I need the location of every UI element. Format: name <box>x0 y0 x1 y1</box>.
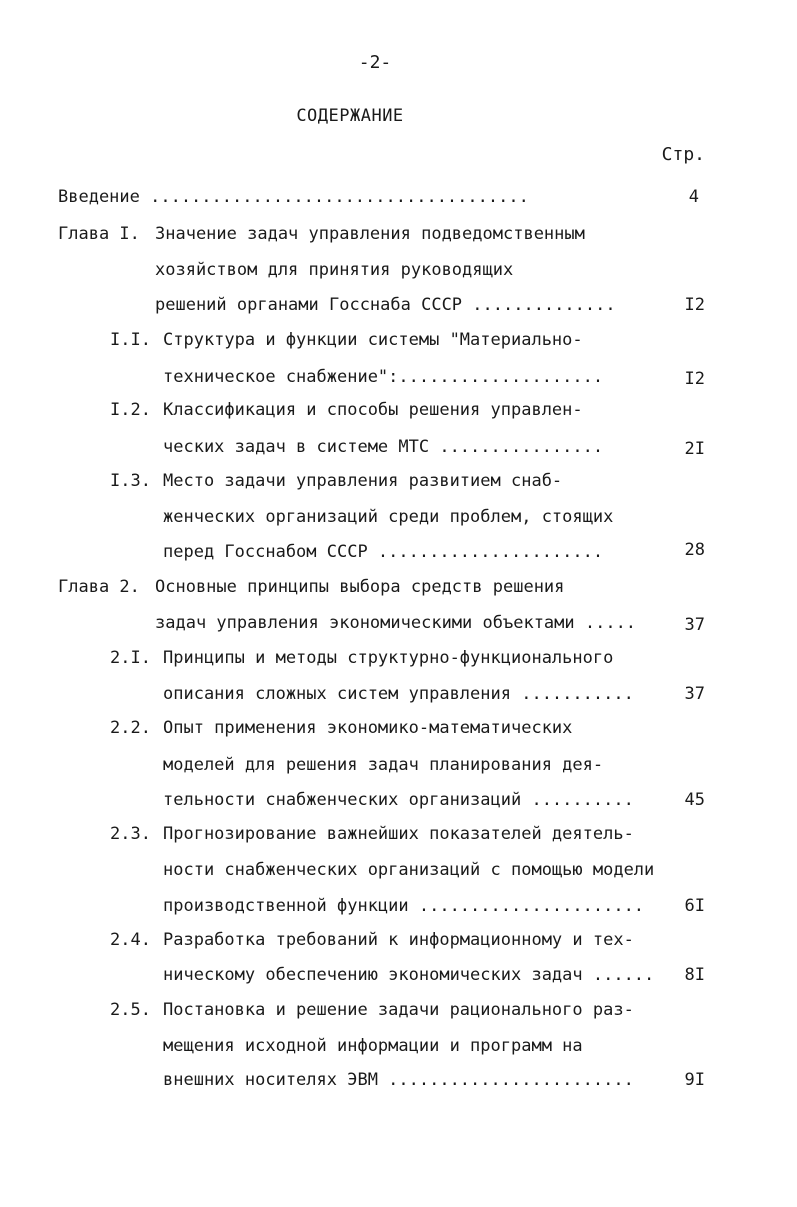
toc-entry-text: хозяйством для принятия руководящих <box>155 260 514 280</box>
toc-section-label: 2.5. <box>110 1000 151 1020</box>
toc-entry-text: Место задачи управления развитием снаб- <box>163 471 563 491</box>
toc-section-label: I.3. <box>110 471 151 491</box>
toc-entry-text: внешних носителях ЭВМ ........................ <box>163 1070 634 1090</box>
toc-page-number: 6I <box>684 896 705 916</box>
toc-chapter-label: Глава 2. <box>58 577 140 597</box>
toc-entry-text: Принципы и методы структурно-функционального <box>163 648 614 668</box>
toc-entry-text: Постановка и решение задачи рационального раз- <box>163 1000 634 1020</box>
toc-entry-text: Основные принципы выбора средств решения <box>155 577 565 597</box>
toc-entry-text: мещения исходной информации и программ на <box>163 1036 583 1056</box>
toc-section-label: I.2. <box>110 400 151 420</box>
toc-entry-text: Опыт применения экономико-математических <box>163 718 573 738</box>
toc-section-label: I.I. <box>110 330 151 350</box>
toc-entry-text: Классификация и способы решения управлен- <box>163 400 583 420</box>
page-title: СОДЕРЖАНИЕ <box>296 106 404 126</box>
toc-entry-text: решений органами Госснаба СССР .............. <box>155 295 616 315</box>
toc-page-number: 9I <box>684 1070 705 1090</box>
toc-section-label: 2.4. <box>110 930 151 950</box>
toc-page-number: I2 <box>684 295 705 315</box>
toc-entry-text: ническому обеспечению экономических задач ...... <box>163 965 655 985</box>
toc-entry-text: ческих задач в системе МТС ................ <box>163 437 604 457</box>
toc-page-number: 45 <box>684 790 705 810</box>
toc-section-label: 2.I. <box>110 648 151 668</box>
toc-entry-text: тельности снабженческих организаций .......... <box>163 790 634 810</box>
toc-entry-text: Введение ..................................... <box>58 187 529 207</box>
toc-entry-text: техническое снабжение":.................... <box>163 367 604 387</box>
toc-section-label: 2.3. <box>110 824 151 844</box>
toc-entry-text: задач управления экономическими объектами ..... <box>155 613 637 633</box>
toc-entry-text: перед Госснабом СССР ...................... <box>163 542 604 562</box>
toc-entry-text: моделей для решения задач планирования дея- <box>163 755 604 775</box>
toc-entry-text: описания сложных систем управления ........... <box>163 684 634 704</box>
toc-page-number: 4 <box>688 187 699 207</box>
toc-entry-text: Структура и функции системы "Материально- <box>163 330 583 350</box>
toc-section-label: 2.2. <box>110 718 151 738</box>
toc-page-number: I2 <box>684 369 705 389</box>
page-column-label: Стр. <box>661 144 705 165</box>
toc-entry-text: Прогнозирование важнейших показателей деятель- <box>163 824 634 844</box>
toc-chapter-label: Глава I. <box>58 224 140 244</box>
toc-entry-text: Разработка требований к информационному и тех- <box>163 930 634 950</box>
toc-page-number: 8I <box>684 965 705 985</box>
toc-page-number: 28 <box>684 540 705 560</box>
toc-page-number: 2I <box>684 439 705 459</box>
page-number: -2- <box>358 52 392 73</box>
toc-entry-text: ности снабженческих организаций с помощью модели <box>163 860 655 880</box>
toc-entry-text: женческих организаций среди проблем, стоящих <box>163 507 614 527</box>
toc-entry-text: производственной функции ...................... <box>163 896 645 916</box>
toc-page-number: 37 <box>684 684 705 704</box>
toc-page-number: 37 <box>684 615 705 635</box>
toc-entry-text: Значение задач управления подведомственным <box>155 224 585 244</box>
